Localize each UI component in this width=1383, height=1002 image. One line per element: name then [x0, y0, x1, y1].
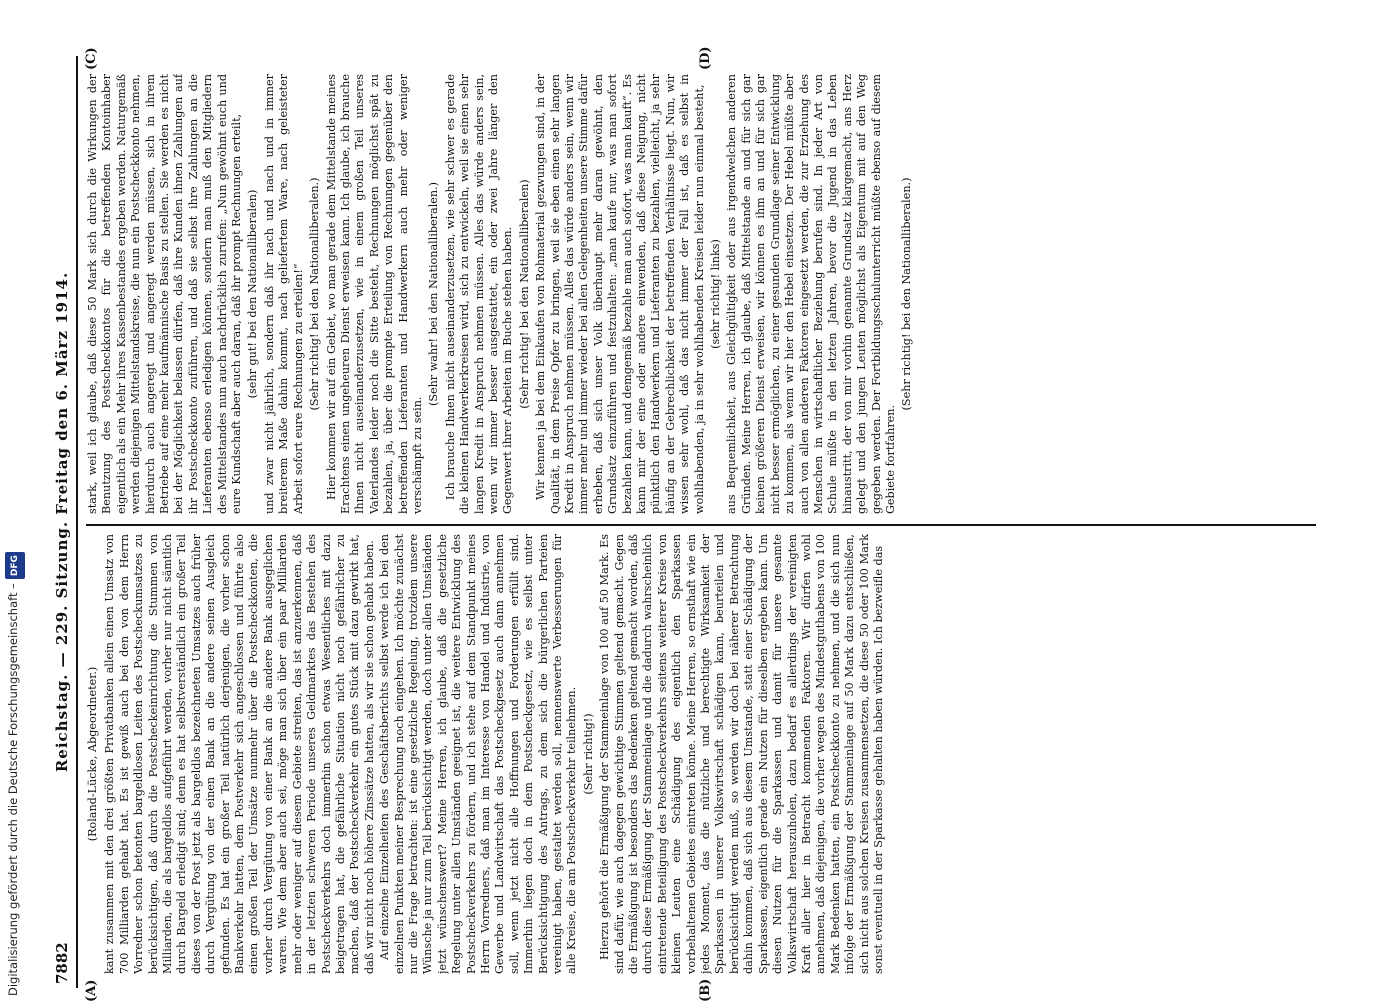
- paragraph: Hierzu gehört die Ermäßigung der Stammeinlage von 100 auf 50 Mark. Es sind dafür, wie auch dagegen gewichtige Stimmen geltend gemacht. Gegen die Ermäßigung ist besonders das Bedenken geltend gemacht worden, daß durch diese Ermäßigung der Stammeinlage und die dadurch wahrscheinlich eintretende Beteiligung des Postscheckverkehrs seitens weiterer Kreise von kleinen Leuten eine Schädigung des eigentlich den Sparkassen vorbehaltenen Gebietes eintreten könne. Meine Herren, so ernsthaft wie ein jedes Moment, das die nützliche und berechtigte Wirksamkeit der Sparkassen in unserer Volkswirtschaft schädigen kann, beurteilen und berücksichtigt werden muß, so werden wir doch bei näherer Betrachtung dahin kommen, daß sich aus diesem Umstande, statt einer Schädigung der Sparkassen, eigentlich gerade ein Nutzen für dieselben ergeben kann. Um diesen Nutzen für die Sparkassen und damit für unsere gesamte Volkswirtschaft herauszuholen, dazu bedarf es allerdings der vereinigten Kraft aller hier in Betracht kommenden Faktoren. Wir dürfen wohl annehmen, daß diejenigen, die vorher wegen des Mindestguthabens von 100 Mark Bedenken hatten, ein Postscheckkonto zu nehmen, und die sich nun infolge der Ermäßigung der Stammeinlage auf 50 Mark dazu entschließen, sich nicht aus solchen Kreisen zusammensetzen, die diese 50 oder 100 Mark sonst eventuell in der Sparkasse gehalten haben würden. Ich bezweifle das: [598, 534, 885, 974]
- margin-marker-b: (B): [698, 978, 713, 1002]
- running-title: Reichstag. — 229. Sitzung. Freitag den 6. März 1914.: [53, 271, 71, 773]
- interjection: (Sehr richtig!): [581, 713, 595, 795]
- interjection: (sehr gut! bei den Nationalliberalen): [246, 189, 260, 399]
- page-number: 7882: [53, 942, 71, 984]
- interjection: (Sehr richtig! bei den Nationalliberalen): [517, 179, 531, 409]
- rotated-page: [50, 46, 1320, 1002]
- right-column: [86, 74, 1316, 514]
- paragraph: stark, weil ich glaube, daß diese 50 Mark sich durch die Wirkungen der Benutzung des Postscheckkontos für die betreffenden Kontoinhaber eigentlich als ein Mehr ihres Kassenbestandes ergeben werden. Naturgemäß werden diejenigen Mittelstandskreise, die nun ein Postscheckkonto nehmen, hierdurch auch angeregt und angeregt werden müssen, sich in ihrem Betriebe auf eine mehr kaufmännische Basis zu stellen. Sie werden es nicht bei der Möglichkeit belassen dürfen, daß ihre Kunden ihnen Zahlungen auf ihr Postscheckkonto zuführen, und daß sie selbst ihre Zahlungen an die Lieferanten ebenso erledigen können, sondern man muß den Mitgliedern des Mittelstandes nun auch nachdrücklich zurufen: „Nun gewöhnt euch und eure Kundschaft aber auch daran, daß ihr prompt Rechnungen erteilt,: [86, 74, 244, 514]
- speaker-line: (Roland-Lücke, Abgeordneter.): [86, 666, 99, 842]
- paragraph: Wir kennen ja bei dem Einkaufen von Rohmaterial gezwungen sind, in der Qualität, in dem Preise Opfer zu bringen, weil sie eben einen sehr langen Kredit in Anspruch nehmen müssen. Alles das würde anders sein, wenn wir immer mehr und immer wieder bei allen Gelegenheiten unsere Stimme dafür erheben, daß sich unser Volk überhaupt mehr daran gewöhnt, den Grundsatz einzuführen und festzuhalten: „man kaufe nur, was man sofort bezahlen kann, und demgemäß bezahle man auch sofort, was man kauft“. Es kann mir der eine oder andere einwenden, daß diese Neigung, nicht pünktlich den Handwerkern und Lieferanten zu bezahlen, vielleicht, ja sehr häufig an der Gebrechlichkeit der betreffenden Verhältnisse liegt. Nun, wir wissen sehr wohl, daß das nicht immer der Fall ist, daß es selbst in wohlhabenden, ja in sehr wohlhabenden Kreisen leider nun einmal besteht,: [534, 74, 706, 514]
- margin-marker-d: (D): [698, 46, 713, 70]
- interjection: (Sehr richtig! bei den Nationalliberalen.): [308, 177, 322, 411]
- paragraph: Auf einzelne Einzelheiten des Geschäftsberichts selbst werde ich bei den einzelnen Punkten meiner Besprechung noch eingehen. Ich möchte zunächst nur die Frage betrachten: ist eine gesetzliche Regelung, trotzdem unsere Wünsche ja nur zum Teil berücksichtigt werden, doch unter allen Umständen jetzt wünschenswert? Meine Herren, ich glaube, daß die gesetzliche Regelung unter allen Umständen geeignet ist, die weitere Entwicklung des Postscheckverkehrs zu fördern, und ich stehe auf dem Standpunkt meines Herrn Vorredners, daß man im Interesse von Handel und Industrie, von Gewerbe und Landwirtschaft das Postscheckgesetz auch dann annehmen soll, wenn jetzt nicht alle Hoffnungen und Forderungen erfüllt sind. Immerhin liegen doch in dem Postscheckgesetz, wie es selbst unter Berücksichtigung des Antrags, zu dem sich die bürgerlichen Parteien vereinigt haben, gestaltet werden soll, nennenswerte Verbesserungen für alle Kreise, die am Postscheckverkehr teilnehmen.: [378, 534, 579, 974]
- interjection: (Sehr wahr! bei den Nationalliberalen.): [427, 181, 441, 407]
- digitization-credit: [3, 0, 23, 996]
- interjection: (sehr richtig! links): [709, 239, 723, 349]
- paragraph: aus Bequemlichkeit, aus Gleichgültigkeit oder aus irgendwelchen anderen Gründen. Meine Herren, ich glaube, daß Mittelstande an und für sich gar keinen größeren Dienst erweisen, wir können es ihm an und für sich gar nicht besser ermöglichen, zu einer gesunden Grundlage seiner Entwicklung zu kommen, als wenn wir hier den Hebel einsetzen. Der Hebel müßte aber auch von allen anderen Faktoren eingesetzt werden, die zur Erziehung des Menschen in wirtschaftlicher Beziehung berufen sind. In jeder Art von Schule müßte in den letzten Jahren, bevor die Jugend in das Leben hinaustritt, der von mir vorhin genannte Grundsatz klargemacht, ans Herz gelegt und den jungen Leuten möglichst als Eigentum mit auf den Weg gegeben werden. Der Fortbildungsschulunterricht müßte ebenso auf diesem Gebiete fortfahren.: [725, 74, 897, 514]
- dfg-logo: DFG: [5, 552, 25, 579]
- paragraph: Hier kommen wir auf ein Gebiet, wo man gerade dem Mittelstande meines Erachtens einen ungeheuren Dienst erweisen kann. Ich glaube, ich brauche Ihnen nicht auseinanderzusetzen, wie in einem großen Teil unseres Vaterlandes leider noch die Sitte besteht, Rechnungen möglichst spät zu bezahlen, ja, über die prompte Erteilung von Rechnungen gegenüber den betreffenden Lieferanten und Handwerkern auch mehr oder weniger verschämpft zu sein.: [324, 74, 424, 514]
- interjection: (Sehr richtig! bei den Nationalliberalen.): [900, 177, 914, 411]
- margin-marker-a: (A): [84, 979, 99, 1002]
- credit-text: Digitalisierung gefördert durch die Deutsche Forschungsgemeinschaft –: [6, 583, 20, 996]
- page-header: [50, 56, 78, 988]
- column-divider: [86, 524, 1316, 526]
- margin-marker-c: (C): [84, 47, 99, 70]
- paragraph: und zwar nicht jährlich, sondern daß ihr nach und nach und in immer breiterem Maße dahin kommt, nach geliefertem Ware, nach geleisteter Arbeit sofort eure Rechnungen zu erteilen!“: [262, 74, 305, 514]
- paragraph: kant zusammen mit den drei größten Privatbanken allein einen Umsatz von 700 Milliarden gehabt hat. Es ist gewiß auch bei den von dem Herrn Vorredner schon betonten bargeldlosen Leiten des Postscheckumsatzes zu berücksichtigen, daß durch die Postscheckeinrichtung die Stummen von Milliarden, die als bargeldlos aufgeführt werden, vorher nur nicht sämtlich durch Bargeld erledigt sind; denn es hat selbstverständlich ein großer Teil dieses von der Post jetzt als bargeldlos bezeichneten Umsatzes auch früher durch Vergütung von der einen Bank an die andere seinen Ausgleich gefunden. Es hat ein großer Teil natürlich derjenigen, die vorher schon Bankverkehr hatten, dem Postverkehr sich angeschlossen und führte also einen großen Teil der Umsätze nunmehr über die Postscheckkonten, die vorher durch Vergütung von einer Bank an die andere Bank ausgeglichen waren. Wie dem aber auch sei, möge man sich über ein paar Milliarden mehr oder weniger auf diesem Gebiete streiten, das ist anzuerkennen, daß in der letzten schweren Periode unseres Geldmarktes das Bestehen des Postscheckverkehrs doch immerhin schon etwas Wesentliches mit dazu beigetragen hat, die gefährliche Situation nicht noch gefährlicher zu machen, daß der Postscheckverkehr ein gutes Stück mit dazu gewirkt hat, daß wir nicht noch höhere Zinssätze hatten, als wir sie schon gehabt haben.: [103, 534, 376, 974]
- digitization-sidebar: [3, 0, 23, 1000]
- paragraph: Ich brauche Ihnen nicht auseinanderzusetzen, wie sehr schwer es gerade die kleinen Handwerkerkreisen wird, sich zu entwickeln, weil sie einen sehr langen Kredit in Anspruch nehmen müssen. Alles das würde anders sein, wenn wir immer besser ausgestattet, ein oder zwei Jahre länger den Gegenwert ihrer Arbeiten im Buche stehen haben.: [443, 74, 515, 514]
- left-column: [86, 534, 1316, 974]
